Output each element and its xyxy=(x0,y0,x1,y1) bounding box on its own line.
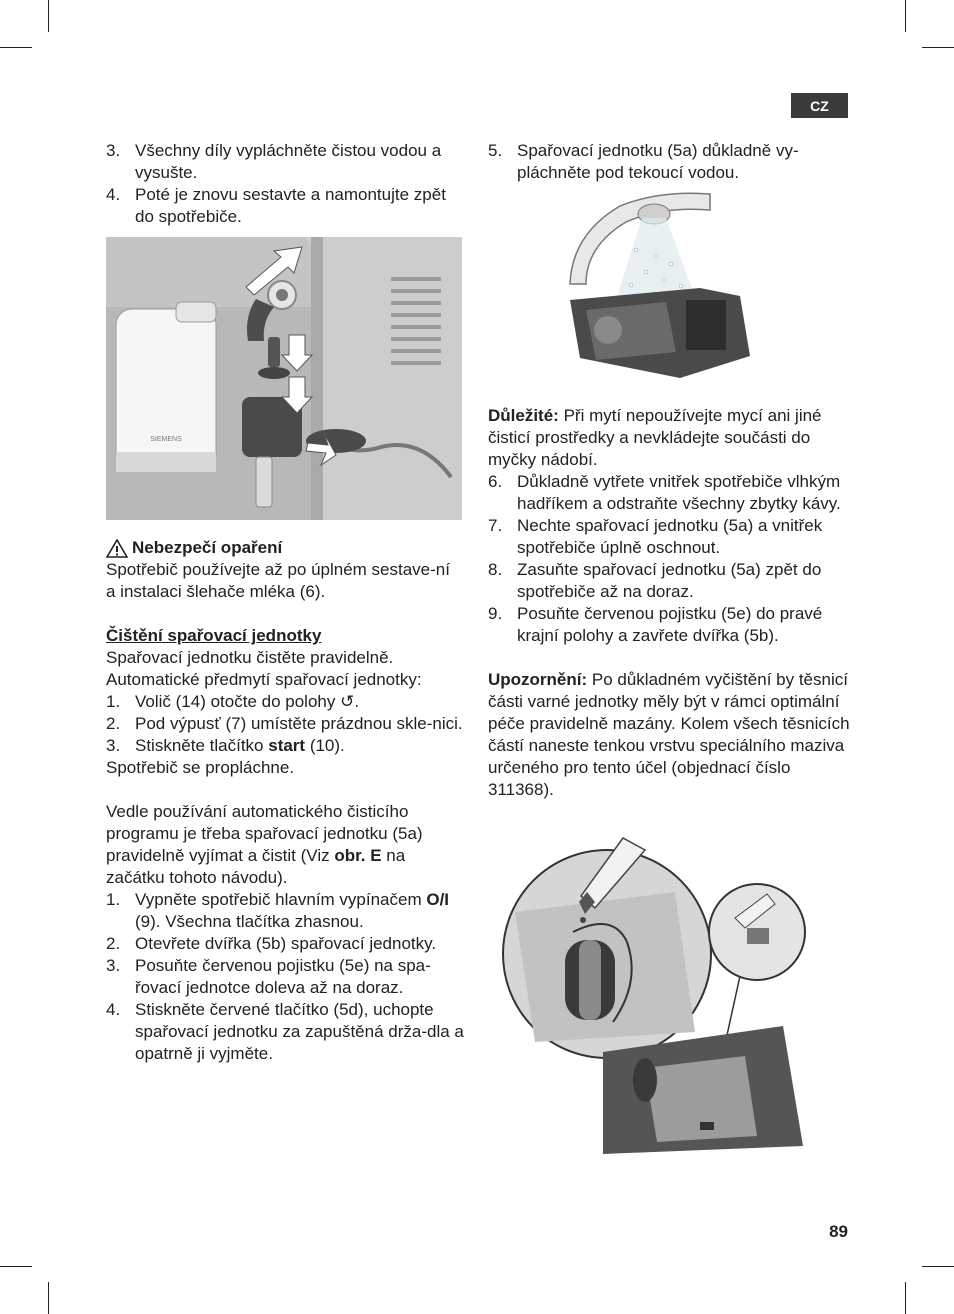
rinse-text: Spotřebič se propláchne. xyxy=(106,758,295,777)
list-item: 6. Důkladně vytřete vnitřek spotřebiče vlhkým hadříkem a odstraňte všechny zbytky kávy. xyxy=(488,472,841,513)
lubrication-illustration xyxy=(495,832,825,1154)
section-paragraph: Automatické předmytí spařovací jednotky: xyxy=(106,670,422,689)
frother-assembly-illustration xyxy=(106,237,462,520)
manual-cleaning-paragraph: Vedle používání automatického čisticího programu je třeba spařovací jednotku (5a) pravidelně vyjímat a čistit (Viz obr. E na začátku tohoto návodu). xyxy=(106,802,423,887)
list-item: 4. Poté je znovu sestavte a namontujte zpět do spotřebiče. xyxy=(106,185,446,226)
list-item: 1. Volič (14) otočte do polohy ↺. xyxy=(106,692,360,711)
crop-mark xyxy=(922,1266,954,1267)
language-badge: CZ xyxy=(791,93,848,118)
steps-list-c xyxy=(106,889,464,1065)
list-item: 4. Stiskněte červené tlačítko (5d), uchopte spařovací jednotku za zapuštěná drža-dla a opatrně ji vyjměte. xyxy=(106,1000,464,1063)
list-item: 2. Pod výpusť (7) umístěte prázdnou skle-nici. xyxy=(106,714,463,733)
crop-mark xyxy=(905,1282,906,1314)
warning-title: Nebezpečí opaření xyxy=(106,537,464,559)
siemens-logo: SIEMENS xyxy=(150,436,182,443)
list-item: 3. Posuňte červenou pojistku (5e) na spa-řovací jednotce doleva až na doraz. xyxy=(106,956,431,997)
steps-list-b xyxy=(106,691,464,757)
right-top-text xyxy=(488,140,850,184)
crop-mark xyxy=(48,0,49,32)
steps-list-a xyxy=(106,140,464,228)
steps-list-d xyxy=(488,471,850,647)
crop-mark xyxy=(0,47,32,48)
list-item: 5. Spařovací jednotku (5a) důkladně vy-pláchněte pod tekoucí vodou. xyxy=(488,141,799,182)
crop-mark xyxy=(0,1266,32,1267)
crop-mark xyxy=(48,1282,49,1314)
important-paragraph: Důležité: Při mytí nepoužívejte mycí ani jiné čisticí prostředky a nevkládejte součásti do myčky nádobí. xyxy=(488,406,822,469)
section-paragraph: Spařovací jednotku čistěte pravidelně. xyxy=(106,648,394,667)
crop-mark xyxy=(922,47,954,48)
list-item: 3. Stiskněte tlačítko start (10). xyxy=(106,736,345,755)
list-item: 2. Otevřete dvířka (5b) spařovací jednotky. xyxy=(106,934,437,953)
list-item: 8. Zasuňte spařovací jednotku (5a) zpět do spotřebiče až na doraz. xyxy=(488,560,822,601)
warning-triangle-icon xyxy=(106,539,128,558)
left-bottom-text xyxy=(106,537,464,1065)
list-item: 1. Vypněte spotřebič hlavním vypínačem O/I (9). Všechna tlačítka zhasnou. xyxy=(106,890,450,931)
list-item: 7. Nechte spařovací jednotku (5a) a vnitřek spotřebiče úplně oschnout. xyxy=(488,516,823,557)
list-item: 3. Všechny díly vypláchněte čistou vodou a vysušte. xyxy=(106,141,442,182)
rinsing-brewing-unit-illustration xyxy=(566,190,750,390)
list-item: 9. Posuňte červenou pojistku (5e) do pravé krajní polohy a zavřete dvířka (5b). xyxy=(488,604,823,645)
right-middle-text xyxy=(488,405,850,801)
crop-mark xyxy=(905,0,906,32)
left-top-text xyxy=(106,140,464,228)
page-number: 89 xyxy=(829,1222,848,1241)
warning-text: Spotřebič používejte až po úplném sestave-ní a instalaci šlehače mléka (6). xyxy=(106,560,450,601)
section-heading: Čištění spařovací jednotky xyxy=(106,626,322,645)
note-paragraph: Upozornění: Po důkladném vyčištění by těsnicí části varné jednotky měly být v rámci optimální péče pravidelně mazány. Kolem všech těsnicích částí naneste tenkou vrstvu speciálního maziva určeného pro tento účel (objednací číslo 311368). xyxy=(488,670,850,799)
steps-list-5 xyxy=(488,140,850,184)
